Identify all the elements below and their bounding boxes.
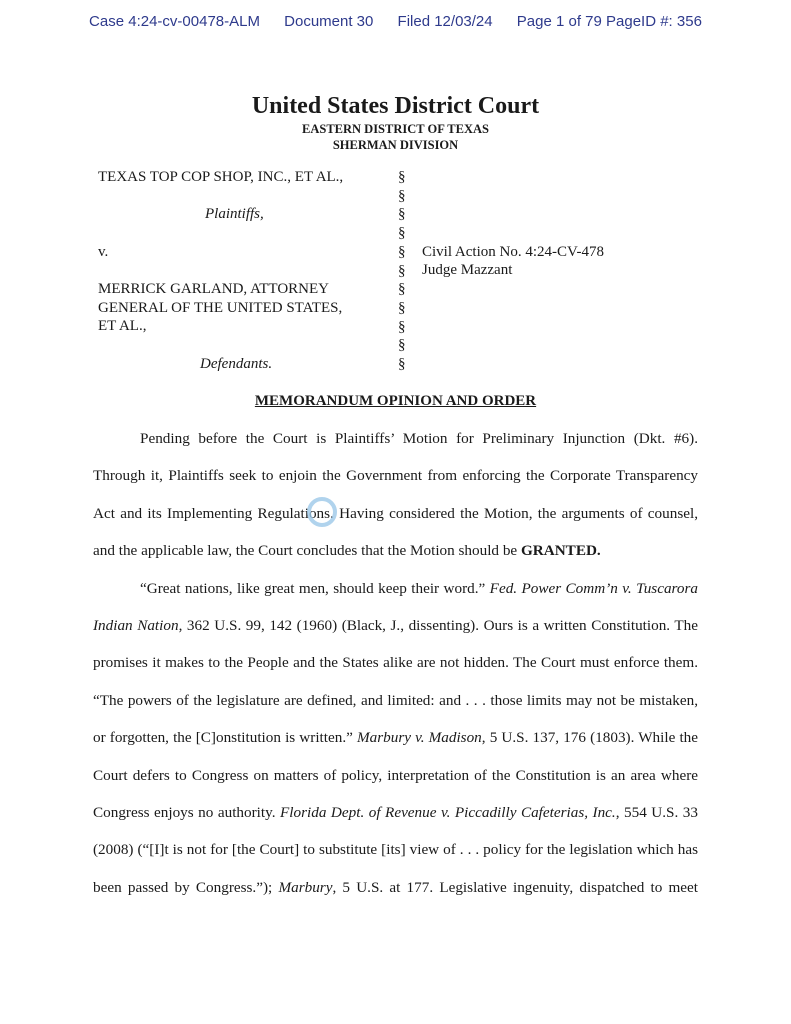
section-sign: §: [398, 206, 406, 223]
text-segment: been passed by Congress.”);: [93, 878, 279, 896]
section-sign: §: [398, 225, 406, 242]
plaintiff-name: TEXAS TOP COP SHOP, INC., ET AL.,: [98, 169, 344, 185]
text-line: [93, 505, 698, 523]
section-sign: §: [398, 281, 406, 298]
text-line: [93, 879, 698, 897]
text-line: [93, 729, 698, 747]
filing-header: [0, 13, 791, 30]
court-district: EASTERN DISTRICT OF TEXAS: [302, 122, 489, 136]
court-title: United States District Court: [251, 93, 540, 119]
text-line: [93, 467, 698, 485]
case-citation: Marbury: [278, 878, 333, 896]
text-segment: Congress enjoys no authority.: [93, 804, 281, 821]
section-sign: §: [398, 243, 406, 260]
text-segment: and the applicable law, the Court concludes that the Motion should be: [93, 542, 521, 560]
judge-name: Judge Mazzant: [422, 262, 513, 278]
defendant-line-2: GENERAL OF THE UNITED STATES,: [98, 300, 343, 316]
text-line: [140, 430, 698, 448]
section-sign: §: [398, 337, 406, 354]
section-sign: §: [398, 299, 406, 316]
text-segment: Act and its Implementing Regulations. Having considered the Motion, the arguments of counsel,: [93, 504, 698, 522]
section-sign: §: [398, 169, 406, 185]
defendant-line-3: ET AL.,: [98, 318, 147, 334]
case-citation: Indian Nation: [93, 617, 179, 634]
case-citation: Fed. Power Comm’n v. Tuscarora: [489, 579, 698, 597]
defendant-role: Defendants.: [200, 356, 273, 372]
text-segment: , 554 U.S. 33: [615, 804, 698, 821]
text-line: [93, 767, 698, 785]
text-segment: , 5 U.S. 137, 176 (1803). While the: [481, 729, 699, 747]
filed-date: Filed 12/03/24: [397, 13, 493, 30]
memorandum-heading: MEMORANDUM OPINION AND ORDER: [254, 393, 537, 409]
text-line: [93, 542, 698, 560]
defendant-line-1: MERRICK GARLAND, ATTORNEY: [98, 281, 329, 297]
text-segment: “Great nations, like great men, should keep their word.”: [140, 579, 490, 597]
text-segment: Through it, Plaintiffs seek to enjoin the Government from enforcing the Corporate Transparency: [93, 467, 698, 485]
text-segment: , 362 U.S. 99, 142 (1960) (Black, J., dissenting). Ours is a written Constitution. The: [178, 617, 698, 634]
text-segment: Court defers to Congress on matters of policy, interpretation of the Constitution is an area where: [93, 766, 698, 784]
section-sign: §: [398, 262, 406, 279]
text-line: [93, 804, 698, 822]
case-citation: Marbury v. Madison: [356, 729, 482, 747]
page-info: Page 1 of 79 PageID #: 356: [516, 13, 702, 30]
text-segment: Pending before the Court is Plaintiffs’ Motion for Preliminary Injunction (Dkt. #6).: [140, 430, 698, 447]
text-segment: (2008) (“[I]t is not for [the Court] to substitute [its] view of . . . policy for the legislation which has: [93, 841, 698, 859]
court-division: SHERMAN DIVISION: [332, 138, 459, 152]
section-sign: §: [398, 318, 406, 335]
text-segment: , 5 U.S. at 177. Legislative ingenuity, dispatched to meet: [332, 878, 698, 896]
text-segment: “The powers of the legislature are defined, and limited: and . . . those limits may not be mistaken,: [93, 691, 698, 709]
document-number: Document 30: [284, 13, 374, 30]
circle-logo-watermark-icon: [305, 495, 339, 529]
versus: v.: [98, 244, 109, 260]
case-number: Case 4:24-cv-00478-ALM: [89, 13, 260, 30]
text-line: [93, 692, 698, 710]
section-sign: §: [398, 356, 406, 372]
text-segment: or forgotten, the [C]onstitution is written.”: [93, 729, 357, 747]
ruling: GRANTED.: [520, 542, 601, 560]
civil-action-number: Civil Action No. 4:24-CV-478: [422, 244, 604, 260]
plaintiff-role: Plaintiffs,: [205, 206, 264, 222]
text-line: [93, 654, 698, 672]
text-segment: promises it makes to the People and the States alike are not hidden. The Court must enforce them.: [93, 654, 698, 672]
text-line: [140, 580, 698, 598]
case-citation: Florida Dept. of Revenue v. Piccadilly Cafeterias, Inc.: [280, 804, 616, 821]
section-sign: §: [398, 187, 406, 204]
text-line: [93, 841, 698, 859]
text-line: [93, 617, 698, 635]
